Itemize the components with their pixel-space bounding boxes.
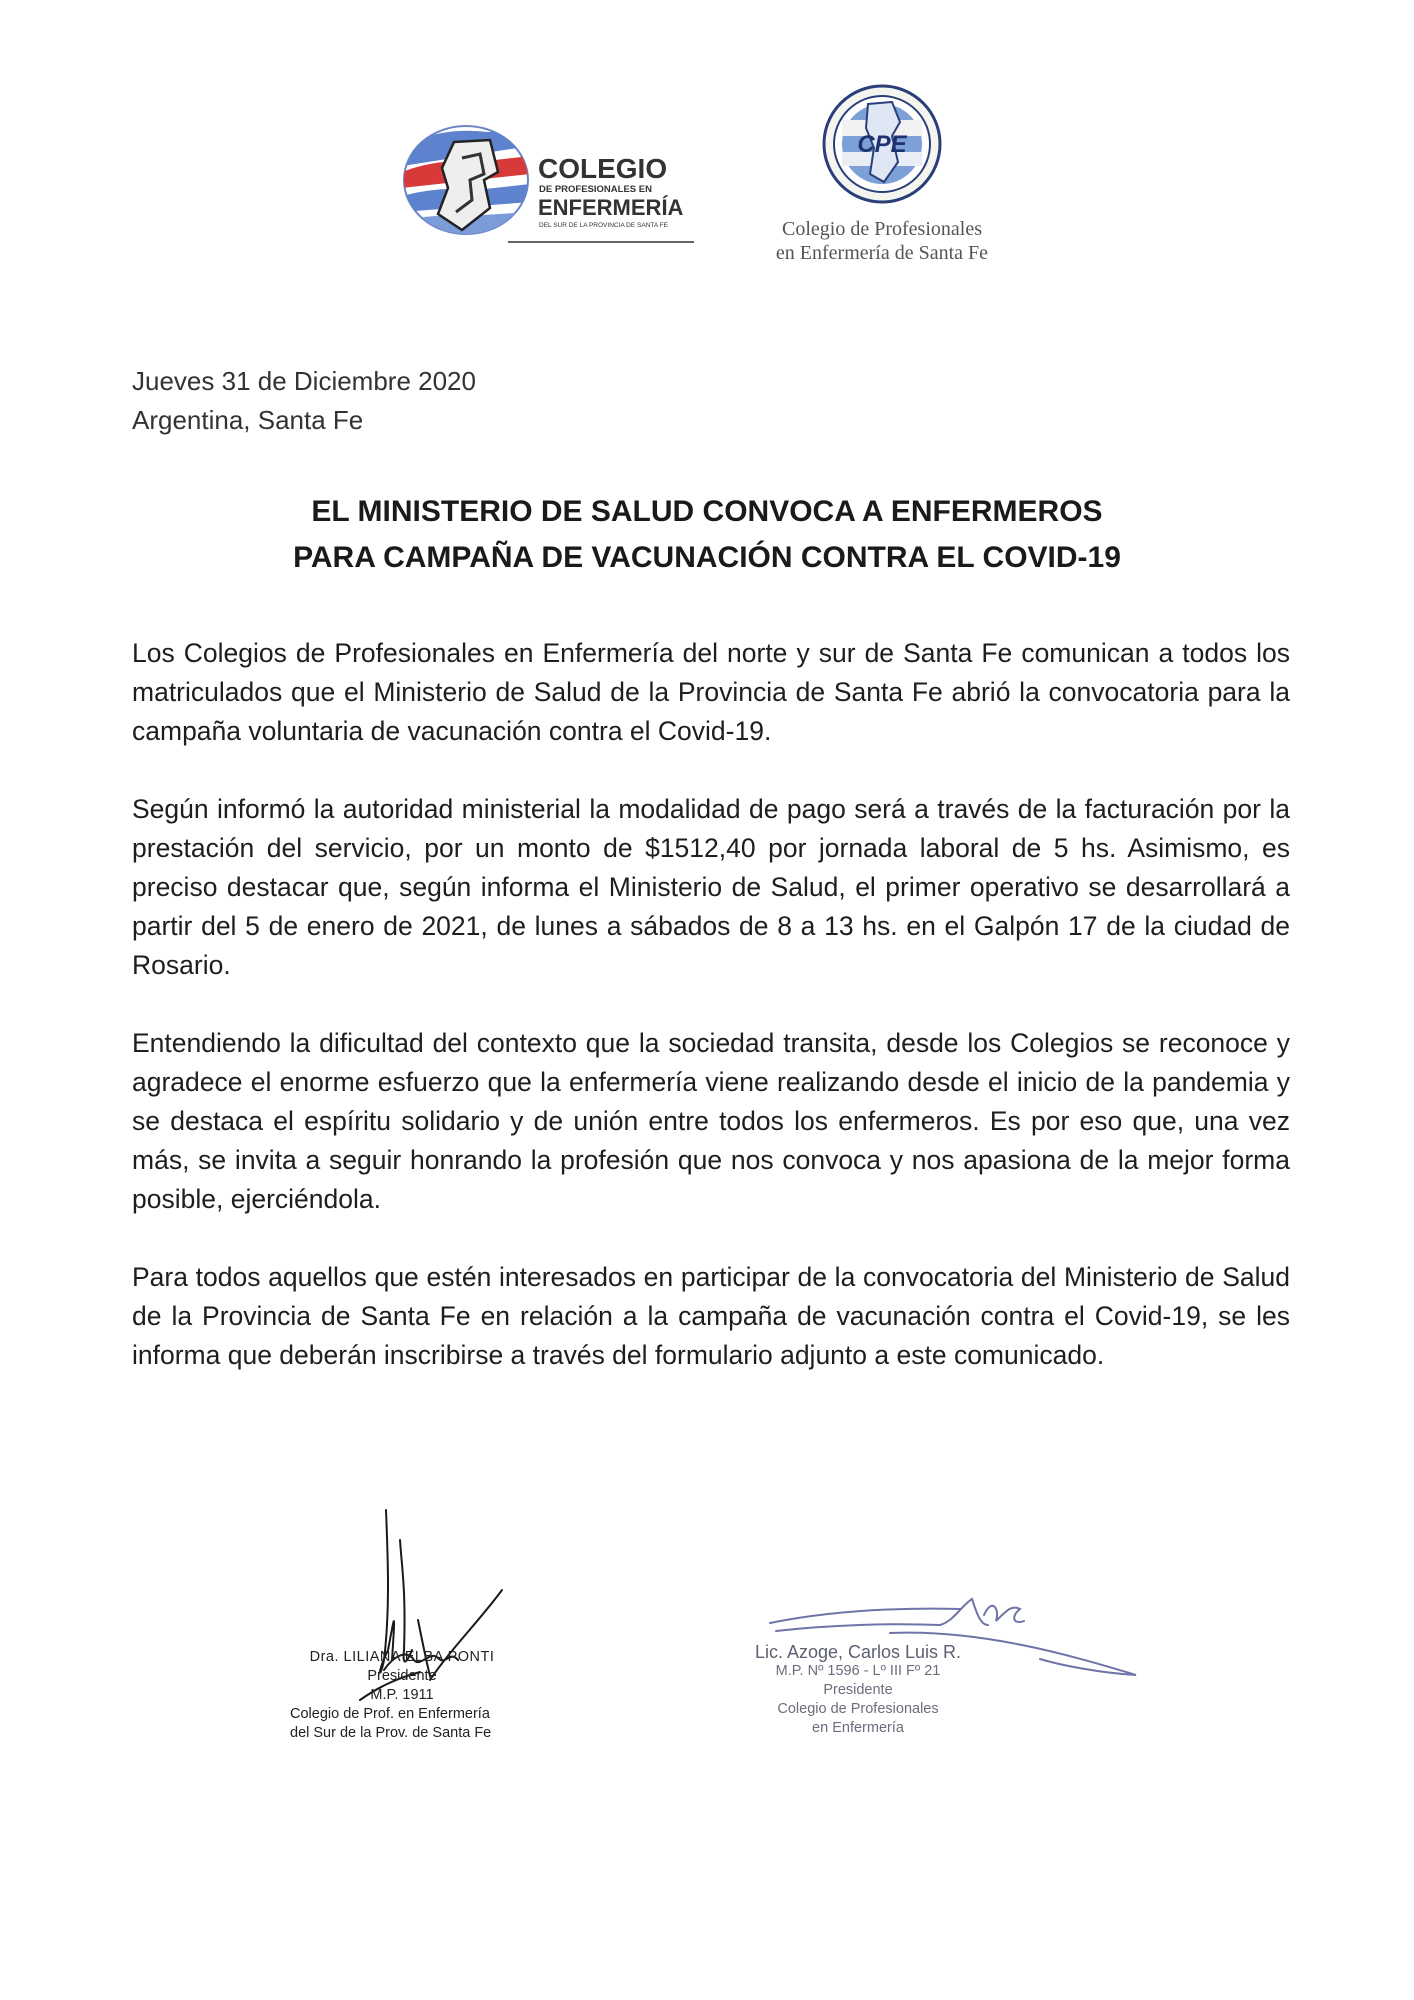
signatory-org-line-1: Colegio de Prof. en Enfermería [290,1706,490,1722]
signatory-name: Lic. Azoge, Carlos Luis R. [754,1642,962,1662]
logo-subtitle: DE PROFESIONALES EN [539,184,652,195]
body-paragraph: Entendiendo la dificultad del contexto que la sociedad transita, desde los Colegios se reconoce y agradece el enorme esfuerzo que la enfermería viene realizando desde el inicio de la pandemia y se destaca el espíritu solidario y de unión entre todos los enfermeros. Es por eso que, una vez más, se invita a seguir honrando la profesión que nos convoca y nos apasiona de la mejor forma posible, ejerciéndola. [132,1028,1290,1214]
logo-region: DEL SUR DE LA PROVINCIA DE SANTA FE [539,222,668,229]
document-title-line-2: PARA CAMPAÑA DE VACUNACIÓN CONTRA EL COVID-19 [293,541,1121,574]
colegio-sur-logo [398,118,698,248]
logo-line-1: Colegio de Profesionales [782,218,982,240]
cpe-logo [752,82,1012,272]
signatory-role: Presidente [367,1668,437,1684]
document-place: Argentina, Santa Fe [132,405,364,435]
body-paragraph: Según informó la autoridad ministerial la modalidad de pago será a través de la facturación por la prestación del servicio, por un monto de $1512,40 por jornada laboral de 5 hs. Asimismo, es preciso destacar que, según informa el Ministerio de Salud, el primer operativo se desarrollará a partir del 5 de enero de 2021, de lunes a sábados de 8 a 13 hs. en el Galpón 17 de la ciudad de Rosario. [132,794,1290,980]
document-date: Jueves 31 de Diciembre 2020 [132,366,476,396]
signatory-name: Dra. LILIANA ELBA PONTI [309,1649,495,1665]
signature-stamp-left [290,1648,514,1743]
logo-line-2: en Enfermería de Santa Fe [775,242,989,264]
signatory-role: Presidente [823,1682,893,1698]
logo-initials: CPE [857,131,907,158]
signatory-license: M.P. Nº 1596 - Lº III Fº 21 [775,1663,941,1679]
signatory-org-line-1: Colegio de Profesionales [777,1701,939,1717]
logo-name: ENFERMERÍA [538,195,684,220]
signature-stamp-right [738,1643,978,1738]
body-paragraph: Los Colegios de Profesionales en Enfermería del norte y sur de Santa Fe comunican a todos los matriculados que el Ministerio de Salud de la Provincia de Santa Fe abrió la convocatoria para la campaña voluntaria de vacunación contra el Covid-19. [132,638,1290,746]
signatory-license: M.P. 1911 [370,1687,434,1703]
body-paragraph: Para todos aquellos que estén interesados en participar de la convocatoria del Ministerio de Salud de la Provincia de Santa Fe en relación a la campaña de vacunación contra el Covid-19, se les informa que deberán inscribirse a través del formulario adjunto a este comunicado. [132,1262,1290,1370]
document-title-line-1: EL MINISTERIO DE SALUD CONVOCA A ENFERMEROS [311,495,1103,528]
signatory-org-line-2: del Sur de la Prov. de Santa Fe [290,1725,492,1741]
logo-title: COLEGIO [538,153,668,184]
signatory-org-line-2: en Enfermería [812,1720,904,1736]
